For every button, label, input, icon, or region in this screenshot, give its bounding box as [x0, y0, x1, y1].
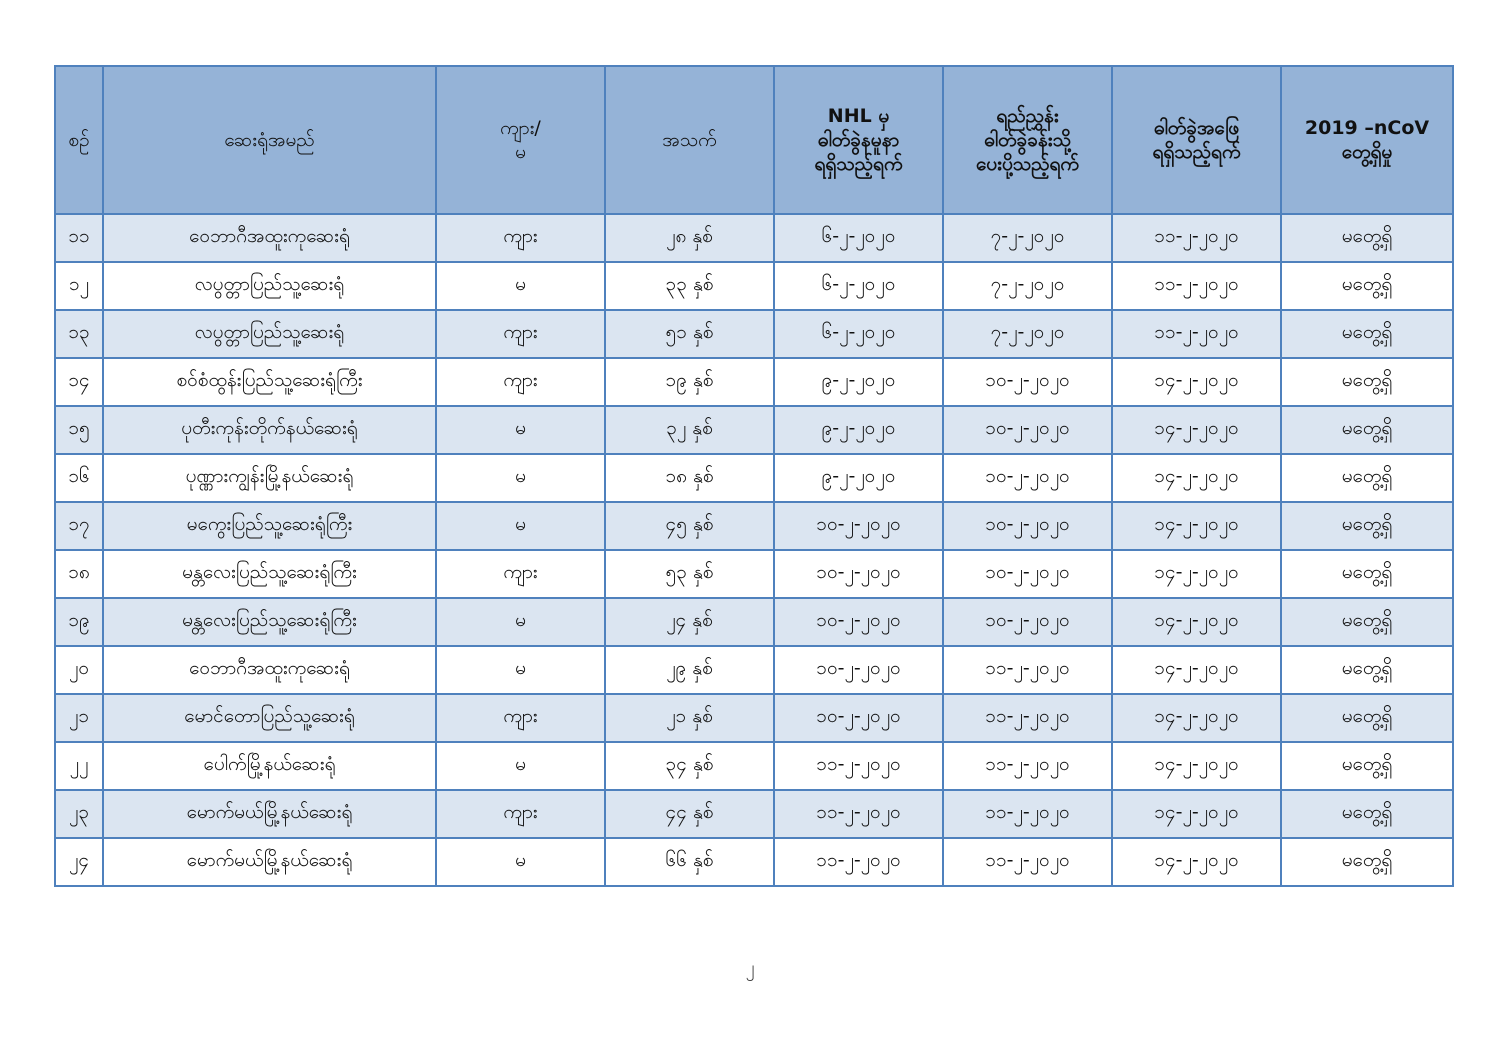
table-row — [55, 790, 1453, 838]
cell-age: ၂၁ နှစ် — [605, 694, 774, 742]
cell-age: ၂၉ နှစ် — [605, 646, 774, 694]
cell-hospital-name: မန္တလေးပြည်သူ့ဆေးရုံကြီး — [103, 550, 436, 598]
cell-ncov-detection: မတွေ့ရှိ — [1281, 694, 1453, 742]
cell-result-received-date: ၁၄-၂-၂၀၂၀ — [1112, 838, 1281, 886]
cell-sample-received-date: ၉-၂-၂၀၂၀ — [774, 358, 943, 406]
cell-sent-to-reference-lab-date: ၁၀-၂-၂၀၂၀ — [943, 406, 1112, 454]
cell-serial-number: ၂၁ — [55, 694, 103, 742]
cell-result-received-date: ၁၄-၂-၂၀၂၀ — [1112, 406, 1281, 454]
cell-ncov-detection: မတွေ့ရှိ — [1281, 646, 1453, 694]
header-line: မ — [515, 141, 526, 163]
cell-sample-received-date: ၆-၂-၂၀၂၀ — [774, 214, 943, 262]
table-row — [55, 262, 1453, 310]
cell-serial-number: ၁၇ — [55, 502, 103, 550]
header-serial-number — [55, 66, 103, 214]
cell-gender: မ — [436, 838, 605, 886]
cell-sent-to-reference-lab-date: ၇-၂-၂၀၂၀ — [943, 310, 1112, 358]
cell-serial-number: ၂၄ — [55, 838, 103, 886]
cell-ncov-detection: မတွေ့ရှိ — [1281, 598, 1453, 646]
cell-gender: မ — [436, 454, 605, 502]
cell-result-received-date: ၁၄-၂-၂၀၂၀ — [1112, 694, 1281, 742]
cell-age: ၃၄ နှစ် — [605, 742, 774, 790]
cell-ncov-detection: မတွေ့ရှိ — [1281, 214, 1453, 262]
cell-hospital-name: လပွတ္တာပြည်သူ့ဆေးရုံ — [103, 310, 436, 358]
cell-gender: ကျား — [436, 310, 605, 358]
cell-result-received-date: ၁၄-၂-၂၀၂၀ — [1112, 790, 1281, 838]
cell-age: ၅၁ နှစ် — [605, 310, 774, 358]
cell-result-received-date: ၁၁-၂-၂၀၂၀ — [1112, 262, 1281, 310]
table-row — [55, 694, 1453, 742]
header-line: ပေးပို့သည့်ရက် — [975, 153, 1080, 175]
cell-sent-to-reference-lab-date: ၁၀-၂-၂၀၂၀ — [943, 358, 1112, 406]
cell-sent-to-reference-lab-date: ၇-၂-၂၀၂၀ — [943, 214, 1112, 262]
header-hospital-name — [103, 66, 436, 214]
cell-ncov-detection: မတွေ့ရှိ — [1281, 502, 1453, 550]
cell-sample-received-date: ၁၀-၂-၂၀၂၀ — [774, 694, 943, 742]
cell-result-received-date: ၁၄-၂-၂၀၂၀ — [1112, 742, 1281, 790]
cell-sent-to-reference-lab-date: ၁၁-၂-၂၀၂၀ — [943, 646, 1112, 694]
cell-serial-number: ၁၈ — [55, 550, 103, 598]
table-row — [55, 838, 1453, 886]
cell-serial-number: ၁၄ — [55, 358, 103, 406]
cell-ncov-detection: မတွေ့ရှိ — [1281, 790, 1453, 838]
cell-sample-received-date: ၉-၂-၂၀၂၀ — [774, 454, 943, 502]
cell-sample-received-date: ၉-၂-၂၀၂၀ — [774, 406, 943, 454]
cell-age: ၄၅ နှစ် — [605, 502, 774, 550]
cell-serial-number: ၂၂ — [55, 742, 103, 790]
cell-sample-received-date: ၆-၂-၂၀၂၀ — [774, 262, 943, 310]
cell-sample-received-date: ၁၀-၂-၂၀၂၀ — [774, 598, 943, 646]
table-body — [55, 214, 1453, 886]
cell-gender: မ — [436, 262, 605, 310]
cell-ncov-detection: မတွေ့ရှိ — [1281, 310, 1453, 358]
cell-age: ၁၉ နှစ် — [605, 358, 774, 406]
cell-age: ၃၃ နှစ် — [605, 262, 774, 310]
cell-sample-received-date: ၁၀-၂-၂၀၂၀ — [774, 646, 943, 694]
table-row — [55, 358, 1453, 406]
cell-hospital-name: မောက်မယ်မြို့နယ်ဆေးရုံ — [103, 838, 436, 886]
header-line: ဓါတ်ခွဲအဖြေ — [1153, 117, 1240, 139]
header-sample-received-date — [774, 66, 943, 214]
cell-sample-received-date: ၁၀-၂-၂၀၂၀ — [774, 550, 943, 598]
cell-gender: မ — [436, 646, 605, 694]
header-line: ရည်ညွှန်း — [996, 105, 1059, 127]
header-line: ရရှိသည့်ရက် — [814, 153, 903, 175]
table-header-row — [55, 66, 1453, 214]
cell-ncov-detection: မတွေ့ရှိ — [1281, 838, 1453, 886]
cell-gender: မ — [436, 598, 605, 646]
cell-sample-received-date: ၆-၂-၂၀၂၀ — [774, 310, 943, 358]
header-line: ဓါတ်ခွဲနမူနာ — [817, 129, 900, 151]
cell-result-received-date: ၁၄-၂-၂၀၂၀ — [1112, 502, 1281, 550]
cell-gender: ကျား — [436, 694, 605, 742]
header-line: အသက် — [662, 129, 717, 151]
cell-hospital-name: ဝေဘာဂီအထူးကုဆေးရုံ — [103, 214, 436, 262]
cell-age: ၃၂ နှစ် — [605, 406, 774, 454]
lab-results-table — [54, 65, 1454, 887]
cell-ncov-detection: မတွေ့ရှိ — [1281, 454, 1453, 502]
cell-ncov-detection: မတွေ့ရှိ — [1281, 550, 1453, 598]
cell-serial-number: ၁၆ — [55, 454, 103, 502]
cell-gender: ကျား — [436, 358, 605, 406]
cell-sample-received-date: ၁၁-၂-၂၀၂၀ — [774, 790, 943, 838]
table-row — [55, 502, 1453, 550]
cell-result-received-date: ၁၄-၂-၂၀၂၀ — [1112, 646, 1281, 694]
cell-hospital-name: လပွတ္တာပြည်သူ့ဆေးရုံ — [103, 262, 436, 310]
cell-ncov-detection: မတွေ့ရှိ — [1281, 406, 1453, 454]
header-gender — [436, 66, 605, 214]
cell-hospital-name: ဝေဘာဂီအထူးကုဆေးရုံ — [103, 646, 436, 694]
header-line: NHL မှ — [827, 105, 890, 127]
cell-sent-to-reference-lab-date: ၁၁-၂-၂၀၂၀ — [943, 694, 1112, 742]
cell-result-received-date: ၁၄-၂-၂၀၂၀ — [1112, 358, 1281, 406]
header-ncov-detection — [1281, 66, 1453, 214]
header-line: စဉ် — [68, 129, 90, 151]
cell-gender: ကျား — [436, 550, 605, 598]
cell-serial-number: ၁၉ — [55, 598, 103, 646]
cell-sent-to-reference-lab-date: ၁၀-၂-၂၀၂၀ — [943, 502, 1112, 550]
table-row — [55, 406, 1453, 454]
cell-hospital-name: ပုဏ္ဏားကျွန်းမြို့နယ်ဆေးရုံ — [103, 454, 436, 502]
cell-gender: မ — [436, 742, 605, 790]
header-line: ကျား/ — [500, 117, 541, 139]
cell-serial-number: ၁၅ — [55, 406, 103, 454]
cell-serial-number: ၂၀ — [55, 646, 103, 694]
cell-gender: မ — [436, 406, 605, 454]
cell-gender: ကျား — [436, 790, 605, 838]
table-row — [55, 454, 1453, 502]
cell-ncov-detection: မတွေ့ရှိ — [1281, 742, 1453, 790]
cell-age: ၄၄ နှစ် — [605, 790, 774, 838]
cell-sent-to-reference-lab-date: ၇-၂-၂၀၂၀ — [943, 262, 1112, 310]
cell-sent-to-reference-lab-date: ၁၀-၂-၂၀၂၀ — [943, 598, 1112, 646]
table-row — [55, 598, 1453, 646]
cell-result-received-date: ၁၁-၂-၂၀၂၀ — [1112, 214, 1281, 262]
cell-gender: မ — [436, 502, 605, 550]
cell-age: ၂၈ နှစ် — [605, 214, 774, 262]
cell-result-received-date: ၁၄-၂-၂၀၂၀ — [1112, 550, 1281, 598]
cell-result-received-date: ၁၄-၂-၂၀၂၀ — [1112, 598, 1281, 646]
cell-hospital-name: စဝ်စံထွန်းပြည်သူ့ဆေးရုံကြီး — [103, 358, 436, 406]
cell-hospital-name: မကွေးပြည်သူ့ဆေးရုံကြီး — [103, 502, 436, 550]
cell-serial-number: ၂၃ — [55, 790, 103, 838]
cell-hospital-name: ပုတီးကုန်းတိုက်နယ်ဆေးရုံ — [103, 406, 436, 454]
header-line: တွေ့ရှိမှု — [1341, 141, 1393, 163]
cell-serial-number: ၁၃ — [55, 310, 103, 358]
header-line: 2019 –nCoV — [1304, 117, 1430, 139]
cell-result-received-date: ၁၁-၂-၂၀၂၀ — [1112, 310, 1281, 358]
cell-hospital-name: ပေါက်မြို့နယ်ဆေးရုံ — [103, 742, 436, 790]
cell-sent-to-reference-lab-date: ၁၀-၂-၂၀၂၀ — [943, 550, 1112, 598]
header-line: ရရှိသည့်ရက် — [1152, 141, 1241, 163]
header-result-received-date — [1112, 66, 1281, 214]
cell-ncov-detection: မတွေ့ရှိ — [1281, 358, 1453, 406]
cell-serial-number: ၁၂ — [55, 262, 103, 310]
cell-gender: ကျား — [436, 214, 605, 262]
header-sent-to-reference-lab-date — [943, 66, 1112, 214]
header-age — [605, 66, 774, 214]
cell-serial-number: ၁၁ — [55, 214, 103, 262]
results-table-container — [54, 65, 1452, 887]
cell-sent-to-reference-lab-date: ၁၁-၂-၂၀၂၀ — [943, 838, 1112, 886]
table-row — [55, 742, 1453, 790]
cell-age: ၁၈ နှစ် — [605, 454, 774, 502]
header-line: ဓါတ်ခွဲခန်းသို့ — [984, 129, 1071, 151]
cell-hospital-name: မန္တလေးပြည်သူ့ဆေးရုံကြီး — [103, 598, 436, 646]
cell-sample-received-date: ၁၁-၂-၂၀၂၀ — [774, 742, 943, 790]
table-row — [55, 214, 1453, 262]
cell-age: ၂၄ နှစ် — [605, 598, 774, 646]
cell-sent-to-reference-lab-date: ၁၁-၂-၂၀၂၀ — [943, 790, 1112, 838]
cell-sample-received-date: ၁၀-၂-၂၀၂၀ — [774, 502, 943, 550]
cell-ncov-detection: မတွေ့ရှိ — [1281, 262, 1453, 310]
cell-sent-to-reference-lab-date: ၁၀-၂-၂၀၂၀ — [943, 454, 1112, 502]
header-line: ဆေးရုံအမည် — [224, 129, 315, 151]
cell-sent-to-reference-lab-date: ၁၁-၂-၂၀၂၀ — [943, 742, 1112, 790]
cell-hospital-name: မောက်မယ်မြို့နယ်ဆေးရုံ — [103, 790, 436, 838]
table-row — [55, 646, 1453, 694]
cell-age: ၆၆ နှစ် — [605, 838, 774, 886]
cell-hospital-name: မောင်တောပြည်သူ့ဆေးရုံ — [103, 694, 436, 742]
page-number: ၂ — [745, 957, 755, 978]
table-row — [55, 310, 1453, 358]
cell-age: ၅၃ နှစ် — [605, 550, 774, 598]
table-row — [55, 550, 1453, 598]
cell-sample-received-date: ၁၁-၂-၂၀၂၀ — [774, 838, 943, 886]
cell-result-received-date: ၁၄-၂-၂၀၂၀ — [1112, 454, 1281, 502]
